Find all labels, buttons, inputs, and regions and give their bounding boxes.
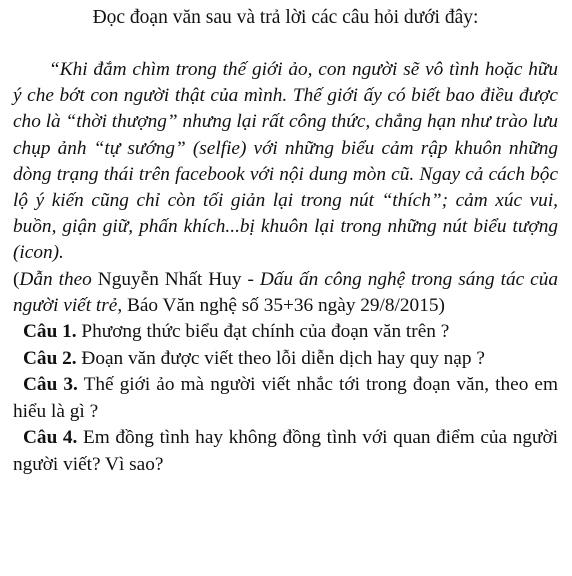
question-3 [13, 372, 558, 425]
question-2 [13, 346, 558, 373]
question-label: Câu 1. [23, 321, 77, 343]
question-text: Đoạn văn được viết theo lỗi diễn dịch hay quy nạp ? [76, 347, 485, 369]
passage-source [13, 267, 558, 319]
question-text: Em đồng tình hay không đồng tình với quan điểm của người người viết? Vì sao? [13, 427, 558, 475]
question-text: Phương thức biểu đạt chính của đoạn văn trên ? [76, 321, 450, 343]
question-label: Câu 4. [23, 427, 78, 449]
question-1 [13, 319, 558, 346]
question-label: Câu 3. [23, 374, 78, 396]
source-publication: , Báo Văn nghệ số 35+36 ngày 29/8/2015) [117, 294, 445, 316]
reading-passage: “Khi đắm chìm trong thế giới ảo, con người sẽ vô tình hoặc hữu ý che bớt con người thật của mình. Thế giới ấy có biết bao điều được cho là “thời thượng” nhưng lại rất công thức, chẳng hạn như trào lưu chụp ảnh “tự sướng” (selfie) với những biểu cảm rập khuôn những dòng trạng thái trên facebook với nội dung mòn cũ. Ngay cả cách bộc lộ ý kiến cũng chỉ còn tối giản lại trong nút “thích”; cảm xúc vui, buồn, giận giữ, phấn khích...bị khuôn lại trong những nút biểu tượng (icon). [13, 59, 558, 264]
source-author: Nguyễn Nhất Huy - [91, 268, 260, 290]
instruction-heading: Đọc đoạn văn sau và trả lời các câu hỏi dưới đây: [92, 7, 479, 28]
source-open: ( [13, 268, 20, 290]
question-text: Thế giới ảo mà người viết nhắc tới trong đoạn văn, theo em hiểu là gì ? [13, 374, 558, 422]
question-4 [13, 425, 558, 478]
source-article-title: Dấu ấn công nghệ trong sáng tác của người viết trẻ [13, 268, 558, 316]
question-label: Câu 2. [23, 347, 77, 369]
source-cite-prefix: Dẫn theo [19, 268, 92, 290]
